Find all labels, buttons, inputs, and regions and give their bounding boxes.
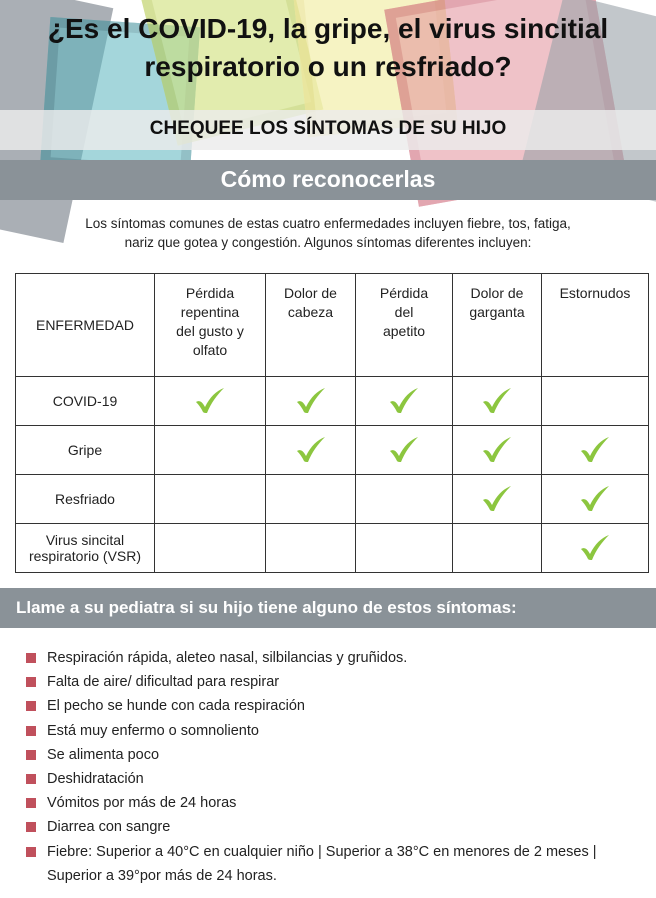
list-item-text: Diarrea con sangre [47, 819, 171, 836]
symptom-cell [356, 524, 453, 573]
symptom-cell [266, 377, 356, 426]
symptom-cell [542, 524, 649, 573]
list-item-text: Falta de aire/ dificultad para respirar [47, 674, 280, 691]
symptom-cell [453, 377, 542, 426]
square-bullet-icon [26, 822, 36, 832]
checkmark-icon [295, 387, 327, 415]
header-symptom-line: olfato [192, 342, 228, 358]
table-row [16, 426, 649, 475]
symptom-cell [356, 426, 453, 475]
list-item [26, 646, 646, 670]
row-disease-label [16, 377, 155, 426]
list-item-text: Respiración rápida, aleteo nasal, silbilancias y gruñidos. [47, 650, 408, 666]
list-item [26, 791, 646, 815]
header-symptom-line: Estornudos [559, 285, 631, 301]
table-header-row [16, 274, 649, 377]
square-bullet-icon [26, 750, 36, 760]
header-symptom-line: cabeza [287, 304, 334, 320]
table-body [16, 377, 649, 573]
header-symptom-line: del [394, 304, 414, 320]
symptom-cell [542, 475, 649, 524]
checkmark-icon [579, 485, 611, 513]
checkmark-icon [481, 485, 513, 513]
checkmark-icon [579, 436, 611, 464]
square-bullet-icon [26, 677, 36, 687]
symptom-cell [155, 426, 266, 475]
list-item-text: Deshidratación [47, 771, 144, 788]
square-bullet-icon [26, 701, 36, 711]
symptom-cell [356, 377, 453, 426]
symptom-cell [266, 475, 356, 524]
header-disease: ENFERMEDAD [16, 274, 155, 377]
page-title [0, 10, 656, 86]
square-bullet-icon [26, 774, 36, 784]
intro-line-2: nariz que gotea y congestión. Algunos síntomas diferentes incluyen: [124, 235, 532, 250]
header-symptom-line: Pérdida [379, 285, 429, 301]
checkmark-icon [388, 436, 420, 464]
list-item-continuation: Superior a 39°por más de 24 horas. [47, 867, 277, 884]
symptom-cell [453, 475, 542, 524]
row-disease-label-line: respiratorio (VSR) [28, 548, 142, 564]
header-symptom [266, 274, 356, 377]
list-item-text: Fiebre: Superior a 40°C en cualquier niño | Superior a 38°C en menores de 2 meses | [47, 843, 597, 860]
header-symptom-line: Pérdida [185, 285, 235, 301]
section-title: Cómo reconocerlas [220, 166, 436, 192]
square-bullet-icon [26, 798, 36, 808]
row-disease-label-line: Gripe [67, 442, 103, 458]
list-item-text: El pecho se hunde con cada respiración [47, 698, 305, 715]
header-symptom [453, 274, 542, 377]
list-item-text: Se alimenta poco [47, 746, 160, 763]
header-symptom-line: repentina [180, 304, 240, 320]
row-disease-label [16, 426, 155, 475]
symptom-cell [542, 426, 649, 475]
symptom-cell [453, 524, 542, 573]
list-item [26, 767, 646, 791]
row-disease-label-line: Resfriado [55, 491, 115, 507]
intro-line-1: Los síntomas comunes de estas cuatro enfermedades incluyen fiebre, tos, fatiga, [85, 216, 571, 231]
checkmark-icon [481, 436, 513, 464]
header-symptom-line: Dolor de [470, 285, 524, 301]
symptom-cell [542, 377, 649, 426]
header-symptom [542, 274, 649, 377]
symptom-cell [155, 524, 266, 573]
symptom-cell [155, 475, 266, 524]
symptom-cell [356, 475, 453, 524]
checkmark-icon [295, 436, 327, 464]
header-symptom [155, 274, 266, 377]
row-disease-label [16, 524, 155, 573]
row-disease-label-line: Virus sincital [45, 532, 125, 548]
symptom-cell [453, 426, 542, 475]
list-item-text: Vómitos por más de 24 horas [47, 795, 237, 812]
page-title-line-2: respiratorio o un resfriado? [144, 51, 512, 82]
symptoms-table [15, 273, 649, 573]
table-row [16, 524, 649, 573]
row-disease-label-line: COVID-19 [52, 393, 118, 409]
list-item [26, 694, 646, 718]
checkmark-icon [481, 387, 513, 415]
list-item [26, 840, 646, 864]
square-bullet-icon [26, 653, 36, 663]
list-item [26, 670, 646, 694]
header-symptom-line: del gusto y [176, 323, 244, 339]
table-row [16, 475, 649, 524]
header-symptom-line: garganta [469, 304, 525, 320]
checkmark-icon [388, 387, 420, 415]
page-title-line-1: ¿Es el COVID-19, la gripe, el virus sincitial [47, 13, 609, 44]
symptom-cell [266, 426, 356, 475]
checkmark-icon [194, 387, 226, 415]
square-bullet-icon [26, 847, 36, 857]
warning-symptoms-list [26, 646, 646, 888]
header-symptom-line: Dolor de [284, 285, 337, 301]
symptom-cell [155, 377, 266, 426]
symptom-cell [266, 524, 356, 573]
list-item [26, 815, 646, 839]
call-title: Llame a su pediatra si su hijo tiene alguno de estos síntomas: [16, 598, 517, 617]
list-item-text: Está muy enfermo o somnoliento [47, 722, 259, 739]
page-subtitle: CHEQUEE LOS SÍNTOMAS DE SU HIJO [149, 118, 507, 139]
square-bullet-icon [26, 726, 36, 736]
header-symptom-line: apetito [382, 323, 426, 339]
header-symptom [356, 274, 453, 377]
row-disease-label [16, 475, 155, 524]
intro-text [20, 214, 636, 252]
list-item [26, 719, 646, 743]
list-item [26, 743, 646, 767]
table-row [16, 377, 649, 426]
checkmark-icon [579, 534, 611, 562]
